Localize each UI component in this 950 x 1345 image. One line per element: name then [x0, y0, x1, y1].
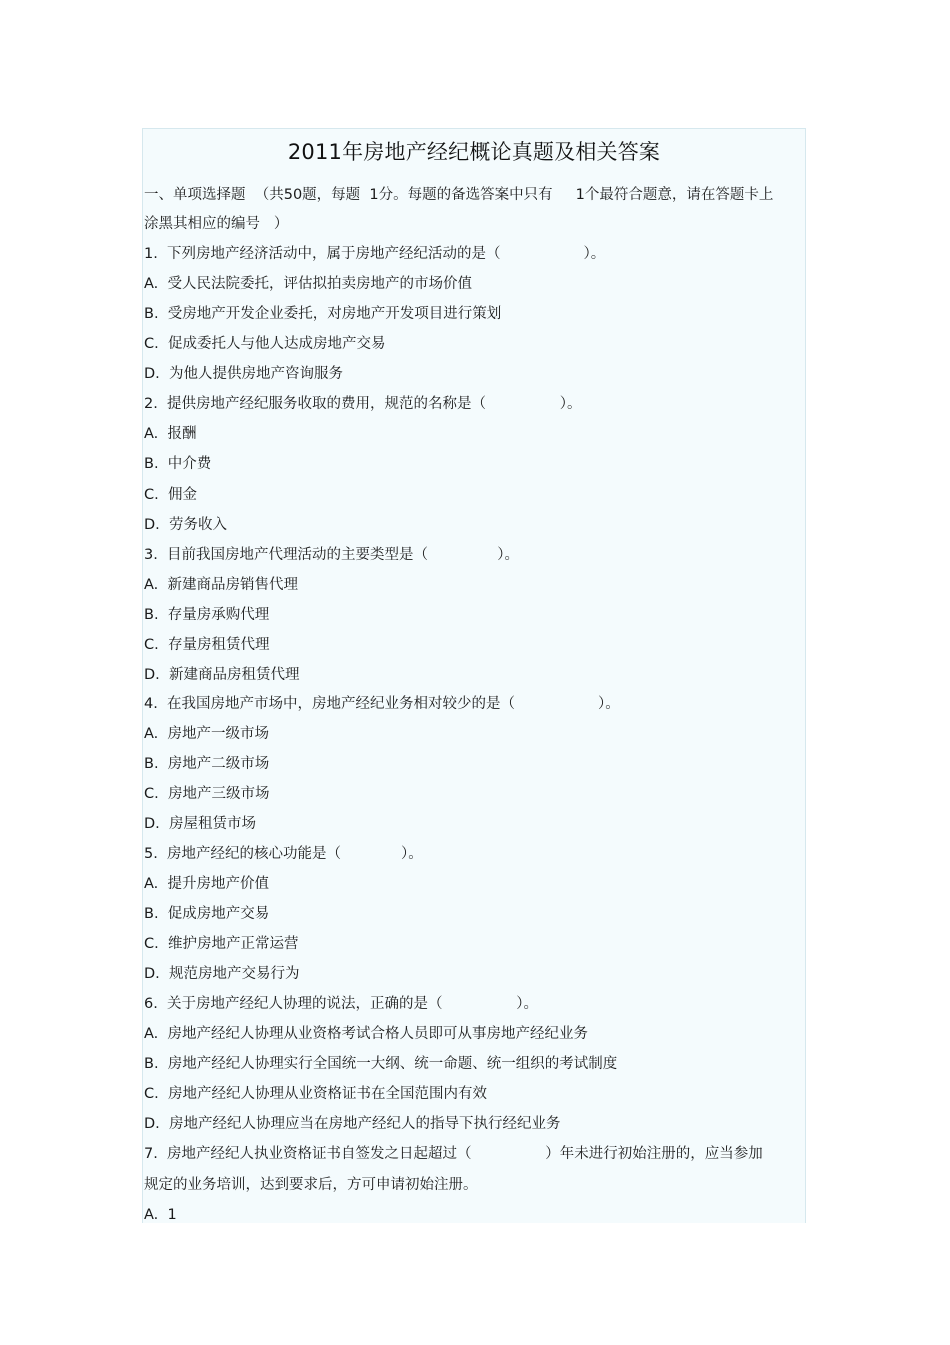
- question-line: D. 劳务收入: [144, 517, 227, 533]
- question-line: A. 受人民法院委托，评估拟拍卖房地产的市场价值: [144, 276, 472, 292]
- question-line: B. 存量房承购代理: [144, 607, 270, 623]
- question-line: A. 报酬: [144, 426, 197, 442]
- question-line: 2. 提供房地产经纪服务收取的费用，规范的名称是（ ）。: [144, 396, 582, 412]
- question-line: A. 新建商品房销售代理: [144, 577, 298, 593]
- question-line: B. 房地产经纪人协理实行全国统一大纲、统一命题、统一组织的考试制度: [144, 1056, 618, 1072]
- section-heading-line: 涂黑其相应的编号 ）: [144, 216, 289, 232]
- question-line: C. 房地产经纪人协理从业资格证书在全国范围内有效: [144, 1086, 487, 1102]
- question-line: 3. 目前我国房地产代理活动的主要类型是（ ）。: [144, 547, 519, 563]
- question-line: D. 房屋租赁市场: [144, 816, 256, 832]
- question-line: C. 维护房地产正常运营: [144, 936, 299, 952]
- question-line: 1. 下列房地产经济活动中，属于房地产经纪活动的是（ ）。: [144, 246, 606, 262]
- question-line: B. 促成房地产交易: [144, 906, 270, 922]
- question-line: C. 存量房租赁代理: [144, 637, 270, 653]
- question-line: B. 受房地产开发企业委托，对房地产开发项目进行策划: [144, 306, 502, 322]
- question-line: C. 促成委托人与他人达成房地产交易: [144, 336, 386, 352]
- question-line: B. 房地产二级市场: [144, 756, 270, 772]
- question-line: D. 新建商品房租赁代理: [144, 667, 300, 683]
- question-line: B. 中介费: [144, 456, 212, 472]
- question-line: D. 房地产经纪人协理应当在房地产经纪人的指导下执行经纪业务: [144, 1116, 561, 1132]
- question-line: C. 房地产三级市场: [144, 786, 270, 802]
- question-line: D. 为他人提供房地产咨询服务: [144, 366, 343, 382]
- question-line: 4. 在我国房地产市场中，房地产经纪业务相对较少的是（ ）。: [144, 696, 620, 712]
- question-line: C. 佣金: [144, 487, 197, 503]
- question-line: 6. 关于房地产经纪人协理的说法，正确的是（ ）。: [144, 996, 539, 1012]
- question-line: A. 1: [144, 1207, 177, 1223]
- question-line: D. 规范房地产交易行为: [144, 966, 300, 982]
- question-line: 规定的业务培训，达到要求后，方可申请初始注册。: [144, 1177, 478, 1193]
- question-line: A. 房地产一级市场: [144, 726, 269, 742]
- question-line: 5. 房地产经纪的核心功能是（ ）。: [144, 846, 423, 862]
- document-title: 2011年房地产经纪概论真题及相关答案: [287, 140, 661, 164]
- question-line: A. 提升房地产价值: [144, 876, 269, 892]
- section-heading-line: 一、单项选择题 （共50题，每题 1分。每题的备选答案中只有 1个最符合题意，请在答题卡上: [144, 187, 774, 203]
- question-line: A. 房地产经纪人协理从业资格考试合格人员即可从事房地产经纪业务: [144, 1026, 588, 1042]
- question-line: 7. 房地产经纪人执业资格证书自签发之日起超过（ ）年未进行初始注册的，应当参加: [144, 1146, 763, 1162]
